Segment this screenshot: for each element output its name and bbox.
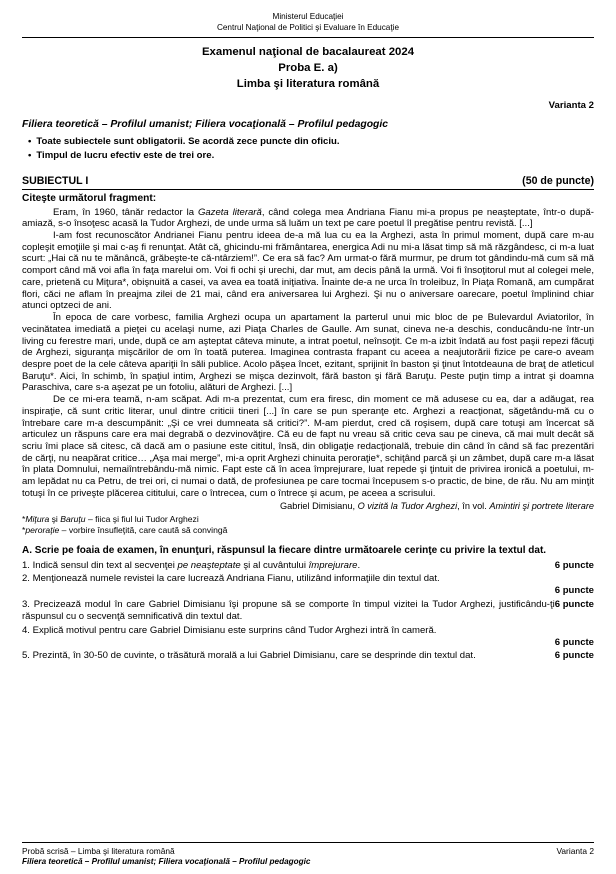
ministry-line-1: Ministerul Educaţiei — [272, 12, 344, 21]
question-2-points: 6 puncte — [554, 585, 594, 597]
filiera-line: Filiera teoretică – Profilul umanist; Filiera vocaţională – Profilul pedagogic — [22, 119, 389, 131]
question-1-number: 1. — [22, 559, 33, 571]
footnote-1-conj: şi — [49, 513, 61, 524]
question-4-body — [22, 625, 594, 637]
footnote-1-term-1: Miţura — [25, 513, 50, 524]
question-item-5 — [22, 650, 594, 662]
footer-variant: Varianta 2 — [556, 846, 594, 856]
question-1-body — [22, 560, 360, 572]
question-1-row — [22, 560, 594, 572]
question-3-text: Precizează modul în care Gabriel Dimisianu îşi propune să se comporte în timpul vizitei la Tudor Arghezi, justificându-ţi răspunsul cu o secvenţă semnificativă din textul dat. — [22, 598, 555, 623]
question-1-text-b: şi al cuvântului — [240, 559, 309, 571]
attribution-middle: , în vol. — [457, 500, 490, 511]
footnote-2-star: * — [22, 524, 26, 535]
question-3-row — [22, 599, 594, 624]
fragment-paragraph-1 — [22, 207, 594, 230]
question-2-number: 2. — [22, 572, 33, 584]
section-a-instruction — [22, 545, 594, 558]
footnote-2-definition: – vorbire însufleţită, care caută să convingă — [59, 524, 228, 535]
footnote-2 — [22, 525, 594, 536]
exam-title — [22, 44, 594, 93]
exam-notes — [22, 135, 594, 162]
footnotes — [22, 514, 594, 536]
exam-title-line-3: Limba şi literatura română — [236, 78, 380, 91]
question-3-number: 3. — [22, 598, 34, 610]
question-5-body — [22, 650, 476, 662]
fragment-text — [22, 207, 594, 500]
source-attribution — [22, 501, 594, 511]
question-5-number: 5. — [22, 650, 33, 662]
p1-italic-title: Gazeta literară — [197, 206, 262, 218]
footnote-1-definition: – fiica şi fiul lui Tudor Arghezi — [85, 513, 199, 524]
question-3-points: 6 puncte — [554, 598, 594, 610]
footer-main-row — [22, 846, 594, 856]
attribution-volume: Amintiri şi portrete literare — [489, 500, 594, 511]
subject-points: (50 de puncte) — [522, 174, 594, 187]
subject-title: SUBIECTUL I — [22, 174, 89, 187]
question-3-body — [22, 599, 555, 624]
fragment-paragraph-2: I-am fost recunoscător Andrianei Fianu pentru ideea de-a mă lua cu ea la Arghezi, asta în primul moment, după care m-au copleşit emoţiile şi mai c-aş fi renunţat. Atât că, ghicindu-mi frământarea, energica Adi nu mi-a lăsat timp să mă răzgândesc, ci m-a luat scurt: „Hai că nu te mănâncă, grăbeşte-te că-ntârziem!”. Ce era să fac? Am urmat-o fără murmur, pe drum tot gândindu-mă cum să mă comport când mă voi afla în faţa marelui om. Voi fi ochi şi urechi, dar mut, am decis până la urmă. Voi fi însoţitorul mut al colegei mele, care, prietenă cu Miţura*, obişnuită a casei, va avea ea toată iniţiativa. Înainte de-a ne urca în troleibuz, în Piaţa Romană, am cumpărat flori, căci ne aflam în preajma zilei de 21 mai, când era aniversarea lui Arghezi. Şi nu o aniversare oarecare, poetul împlinind chiar atunci optzeci de ani. — [22, 230, 594, 312]
footnote-1 — [22, 514, 594, 525]
question-5-text: Prezintă, în 30-50 de cuvinte, o trăsătură morală a lui Gabriel Dimisianu, care se desprinde din textul dat. — [32, 650, 476, 662]
read-instruction: Citeşte următorul fragment: — [22, 192, 157, 204]
question-1-text-a: Indică sensul din text al secvenţei — [32, 559, 178, 571]
question-5-row — [22, 650, 594, 662]
question-item-2 — [22, 573, 594, 598]
exam-note-2: • Timpul de lucru efectiv este de trei ore. — [22, 149, 594, 163]
question-item-1 — [22, 560, 594, 572]
footer-left-label: Probă scrisă – Limba şi literatura română — [22, 846, 175, 856]
ministry-header — [22, 0, 594, 34]
variant-label: Varianta 2 — [548, 100, 594, 112]
question-4-text: Explică motivul pentru care Gabriel Dimisianu este surprins când Tudor Arghezi intră în cameră. — [32, 624, 437, 636]
question-1-italic-2: împrejurare — [308, 559, 358, 571]
footnote-1-term-2: Baruţu — [60, 513, 86, 524]
page-footer — [22, 842, 594, 866]
attribution-author: Gabriel Dimisianu, — [279, 500, 358, 511]
exam-title-line-2: Proba E. a) — [278, 62, 338, 75]
footnote-2-term: peroraţie — [25, 524, 60, 535]
attribution-work: O vizită la Tudor Arghezi — [357, 500, 458, 511]
question-list — [22, 560, 594, 663]
question-1-text-c: . — [357, 559, 361, 571]
exam-title-line-1: Examenul naţional de bacalaureat 2024 — [201, 45, 415, 58]
question-2-body — [22, 573, 594, 585]
question-2-text: Menţionează numele revistei la care lucrează Andriana Fianu, utilizând informaţiile din textul dat. — [32, 572, 440, 584]
fragment-paragraph-4: De ce mi-era teamă, n-am scăpat. Adi m-a prezentat, cum era firesc, din moment ce mă adusese cu ea, dar a adăugat, rea inspiraţie, că sunt critic literar, unul dintre criticii tineri [...] în care se pun speranţe etc. Arghezi a reacţionat, săgetându-mă cu o întrebare care m-a descumpănit: „Şi ce vrei dumneata să critici?”. M-am pierdut, cred că roşisem, după care totuşi am încercat să articulez un răspuns care era mai degrabă o dezvinovăţire. Că eu de fapt nu vreau să critic ceva sau pe cineva, că mai mult decât să scriu îmi place să citesc, că dacă am o pasiune este cititul, însă, din obligaţie redacţională, trebuie din când în când să fac prezentări de cărţi, nu neapărat critice… „Aşa mai merge”, mi-a oprit Arghezi chinuita peroraţie*, schiţând parcă şi un zâmbet, după care m-a lăsat în plata Domnului, nemaiîntrebându-mă nimic. Fapt este că în acea împrejurare, luat repede şi ţintuit de privirea ironică a poetului, m-am lepădat nu ca Petru, de trei ori, ci numai o dată, de profesiunea pe care tocmai începusem s-o practic, de bine, de rău. Nu am minţit totuşi în ce priveşte plăcerea cititului, care o întrecea, cum o întrece şi acum, pe aceea a scrisului. — [22, 394, 594, 499]
footer-filiera: Filiera teoretică – Profilul umanist; Filiera vocaţională – Profilul pedagogic — [22, 857, 311, 866]
question-5-points: 6 puncte — [554, 650, 594, 662]
question-4-number: 4. — [22, 624, 33, 636]
section-a-label: A. — [22, 544, 35, 556]
question-1-points: 6 puncte — [554, 559, 594, 571]
question-item-3 — [22, 599, 594, 624]
header-divider — [22, 37, 594, 38]
subject-header — [22, 175, 594, 190]
exam-note-1: • Toate subiectele sunt obligatorii. Se acordă zece puncte din oficiu. — [22, 135, 594, 149]
ministry-line-2: Centrul Naţional de Politici şi Evaluare în Educaţie — [216, 23, 400, 33]
p1-part-a: Eram, în 1960, tânăr redactor la — [53, 206, 198, 218]
fragment-paragraph-3: În epoca de care vorbesc, familia Arghezi ocupa un apartament la parterul unui mic bloc de pe Bulevardul Aviatorilor, în vecinătatea imediată a pieţei cu acelaşi nume, azi Piaţa Charles de Gaulle. Am sunat, cineva ne-a deschis, conducându-ne într-un living cu ferestre mari, unde, după ce am aşteptat câteva minute, a intrat poetul, neînsoţit. Ce m-a izbit îndată au fost paşii repezi făcuţi de Arghezi, siguranţa mişcărilor de om în toată puterea. Imaginea contrasta frapant cu aceea a neajutorării fizice pe care-o aveam despre poet de la cele câteva apariţii în săli publice. Acolo păşea încet, ezitant, sprijinit în baston şi ţinut întotdeauna de braţ de atleticul Baruţu*. Aici, în schimb, în spaţiul intim, Arghezi se mişca dezinvolt, fără baston şi fără Baruţu. Peste puţin timp a intrat şi doamna Paraschiva, care s-a aşezat pe un fotoliu, alături de Arghezi. [...] — [22, 312, 594, 394]
section-a-text: Scrie pe foaia de examen, în enunţuri, răspunsul la fiecare dintre următoarele cerinţe cu privire la textul dat. — [34, 544, 547, 556]
question-4-points: 6 puncte — [554, 637, 594, 649]
question-1-italic-1: pe neaşteptate — [177, 559, 241, 571]
footnote-1-star: * — [22, 513, 26, 524]
p1-part-b: , când colega mea Andriana Fianu mi-a propus pe neaşteptate, într-o după-amiază, s-o însoţesc acasă la Tudor Arghezi, de unde urma să luăm un text pe care poetul îl pregătise pentru revistă. [...] — [22, 206, 594, 230]
question-item-4 — [22, 625, 594, 650]
